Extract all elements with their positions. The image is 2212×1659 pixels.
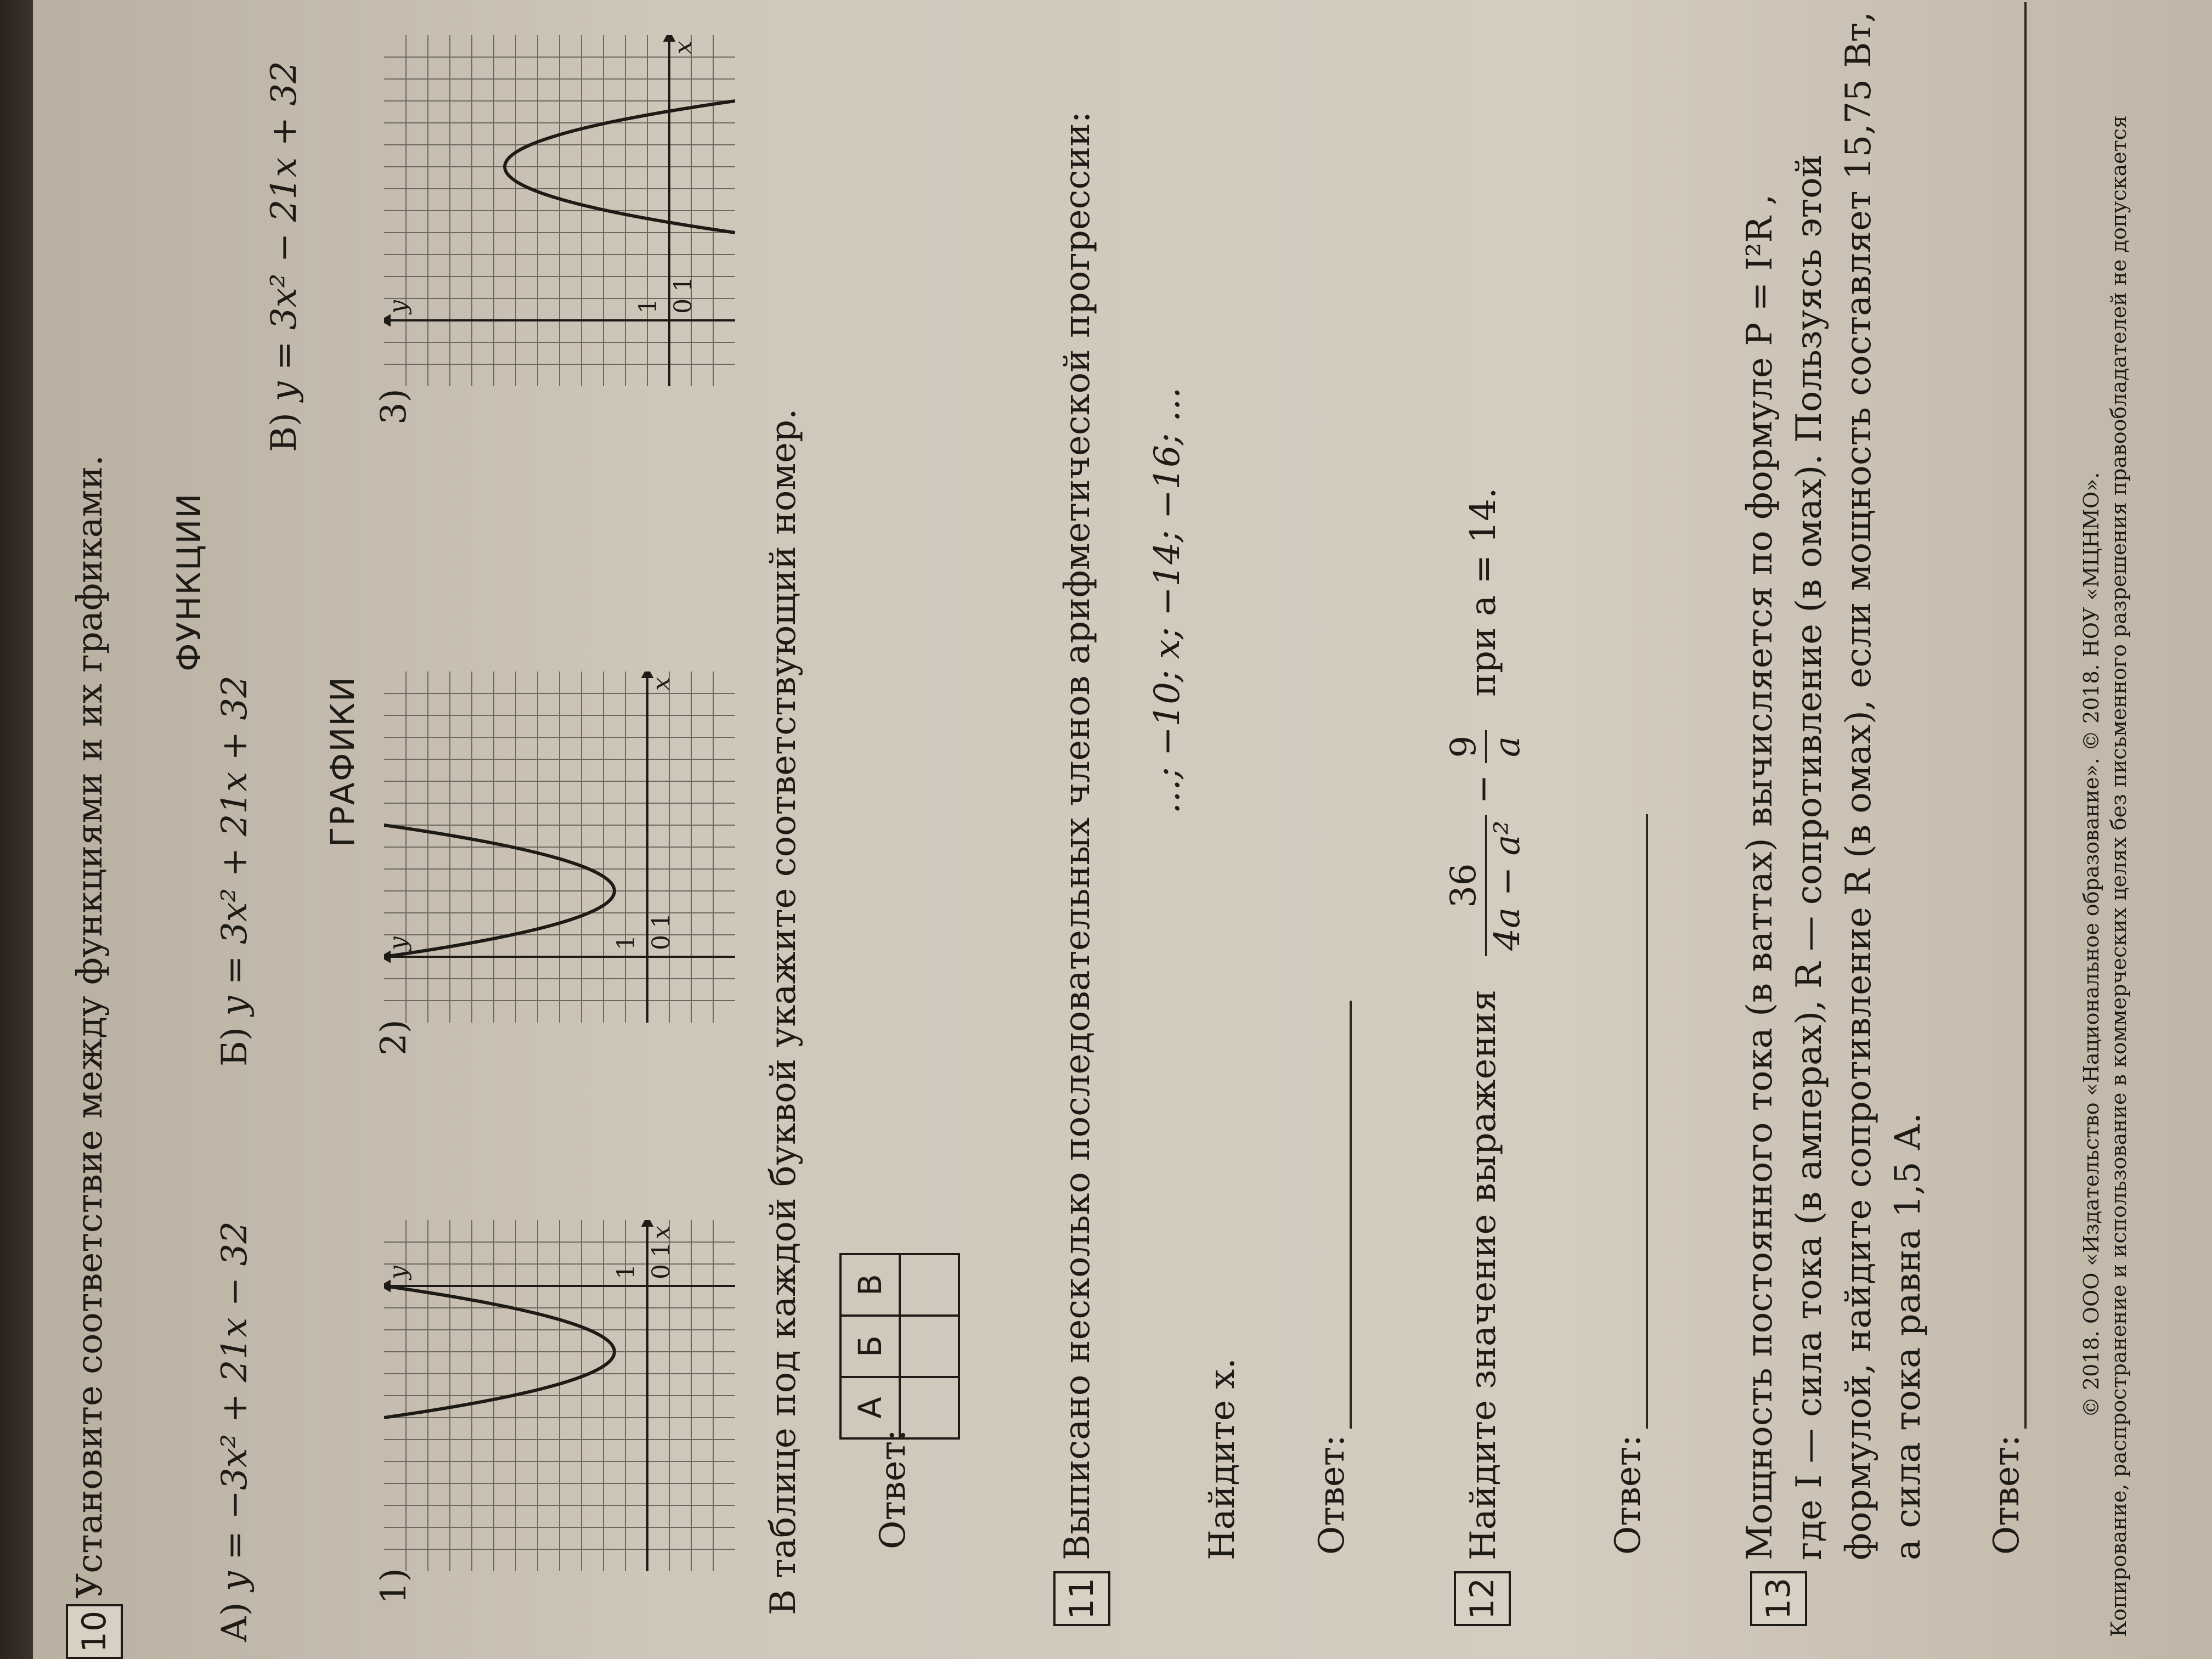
function-a-formula: y = −3x² + 21x − 32 <box>215 1221 255 1592</box>
graph-1-svg <box>384 1220 735 1571</box>
answer-table-input-row <box>900 1254 959 1438</box>
task12-answer-line[interactable] <box>1646 814 1648 1429</box>
task12-text: Найдите значение выражения <box>1463 989 1504 1560</box>
graph-3-grid <box>384 35 735 386</box>
function-c-letter: В) <box>264 413 304 452</box>
task12-answer-label: Ответ: <box>1608 1435 1649 1555</box>
answer-table-header-b: Б <box>840 1316 900 1377</box>
answer-cell-a[interactable] <box>900 1377 959 1438</box>
graph-2-label: 2) <box>374 1019 414 1056</box>
task13-answer-line[interactable] <box>2024 2 2027 1429</box>
task12-frac1-den: 4a − a² <box>1487 820 1528 951</box>
function-b-formula: y = 3x² + 21x + 32 <box>215 675 255 1016</box>
graph-3-y-label: y <box>384 300 412 314</box>
function-a-letter: А) <box>215 1602 255 1643</box>
footer-copyright: © 2018. ООО «Издательство «Национальное образование». © 2018. НОУ «МЦНМО». <box>2079 472 2103 1418</box>
task12-fraction-1 <box>1443 815 1529 956</box>
graph-3-svg <box>384 35 735 386</box>
task10-answer-label: Ответ: <box>873 1429 913 1549</box>
function-a <box>214 1221 256 1643</box>
task13-line-3: формулой, найдите сопротивление R (в омах), если мощность составляет 15,75 Вт, <box>1838 11 1879 1560</box>
task11-number: 11 <box>1053 1571 1110 1626</box>
graph-1-grid <box>384 1220 735 1571</box>
task11-sequence: …; −10; x; −14; −16; … <box>1147 387 1188 814</box>
task12-frac1-num: 36 <box>1443 815 1487 956</box>
task12-frac2-den: a <box>1487 736 1528 758</box>
graph-1-y-label: y <box>384 1266 412 1279</box>
task10-instruction: Установите соответствие между функциями и их графиками. <box>70 455 110 1599</box>
graph-1-origin: 0 <box>647 1264 675 1279</box>
graph-1-label: 1) <box>374 1568 414 1604</box>
graph-3-label: 3) <box>374 388 414 425</box>
functions-heading: ФУНКЦИИ <box>170 492 208 672</box>
graph-3-origin: 0 <box>669 298 697 314</box>
graph-2-tick-x: 1 <box>647 913 675 928</box>
task12-fraction-2 <box>1443 730 1529 764</box>
graph-2-x-label: x <box>647 677 675 691</box>
graph-1-tick-x: 1 <box>647 1242 675 1257</box>
task13-line-2: где I — сила тока (в амперах), R — сопротивление (в омах). Пользуясь этой <box>1789 154 1830 1560</box>
function-b <box>214 675 256 1066</box>
graph-2-y-label: y <box>384 936 412 950</box>
task12-frac2-num: 9 <box>1443 730 1487 764</box>
rotated-content <box>33 0 2212 1659</box>
graph-2-svg <box>384 672 735 1023</box>
graph-3-tick-y: 1 <box>634 298 662 314</box>
answer-table-header-c: В <box>840 1254 900 1316</box>
graph-3 <box>384 35 735 386</box>
task11-answer-label: Ответ: <box>1312 1435 1352 1555</box>
footer-notice: Копирование, распространение и использование в коммерческих целях без письменного разрешения правообладателей не допускается <box>2107 115 2131 1637</box>
graph-3-tick-x: 1 <box>669 276 697 292</box>
task12-number: 12 <box>1454 1571 1511 1626</box>
graph-1 <box>384 1220 735 1571</box>
graph-1-x-label: x <box>647 1226 675 1239</box>
worksheet-page <box>33 0 2212 1659</box>
task11-question: Найдите x. <box>1202 1358 1243 1560</box>
graph-1-tick-y: 1 <box>612 1264 640 1279</box>
answer-table <box>839 1253 960 1440</box>
graph-3-x-label: x <box>669 41 697 54</box>
answer-cell-b[interactable] <box>900 1316 959 1377</box>
task11-text: Выписано несколько последовательных членов арифметической прогрессии: <box>1057 111 1098 1560</box>
table-instruction: В таблице под каждой буквой укажите соответствующий номер. <box>763 408 804 1615</box>
answer-table-header-a: А <box>840 1377 900 1438</box>
task12-expression <box>1443 488 1529 1560</box>
graphs-heading: ГРАФИКИ <box>324 676 362 847</box>
task13-line-4: а сила тока равна 1,5 А. <box>1888 1113 1928 1560</box>
graph-2-origin: 0 <box>647 935 675 950</box>
task13-answer-label: Ответ: <box>1987 1435 2027 1555</box>
task13-line-1: Мощность постоянного тока (в ваттах) вычисляется по формуле P = I²R , <box>1740 194 1780 1560</box>
task10-number: 10 <box>66 1604 123 1659</box>
function-b-letter: Б) <box>215 1027 255 1066</box>
task11-answer-line[interactable] <box>1350 1001 1352 1429</box>
function-c-formula: y = 3x² − 21x + 32 <box>264 61 304 402</box>
graph-2 <box>384 672 735 1023</box>
task12-condition: при a = 14. <box>1463 487 1504 697</box>
answer-table-header-row <box>840 1254 900 1438</box>
task12-minus: − <box>1463 774 1504 804</box>
graph-2-tick-y: 1 <box>612 935 640 950</box>
graph-2-grid <box>384 672 735 1023</box>
function-c <box>263 61 306 452</box>
task13-number: 13 <box>1750 1571 1807 1626</box>
answer-cell-c[interactable] <box>900 1254 959 1316</box>
